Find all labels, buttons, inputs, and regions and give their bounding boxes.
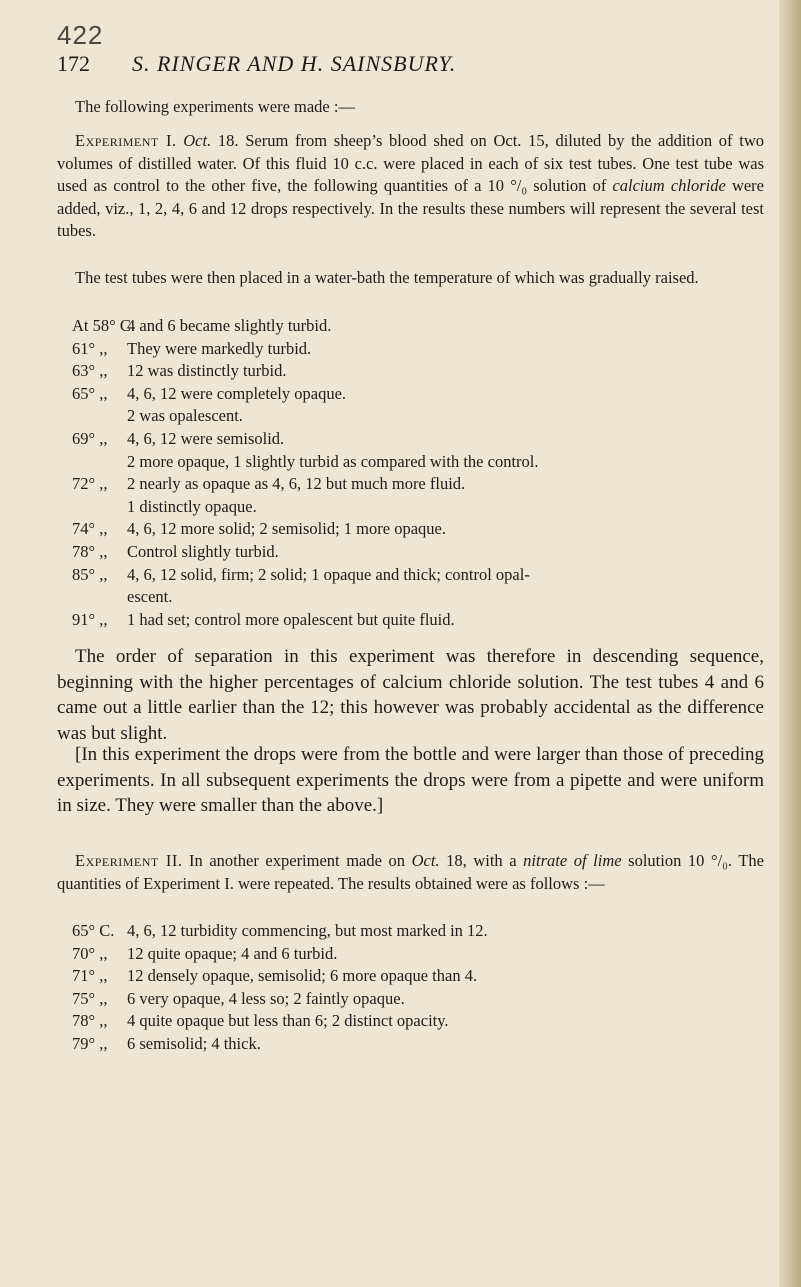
experiment-1-paragraph [57,130,764,243]
temperature [72,451,127,474]
result-row [72,586,772,609]
temperature: 70° ,, [72,943,108,963]
result-row [72,405,772,428]
temperature: 63° ,, [72,361,108,381]
authors: S. RINGER AND H. SAINSBURY. [132,51,457,76]
temperature: 69° ,, [72,428,108,448]
temperature [72,496,127,519]
experiment-2-results [72,920,772,1056]
observation: Control slightly turbid. [127,541,279,561]
running-head [57,51,757,77]
observation: 2 was opalescent. [127,406,243,426]
temperature: 75° ,, [72,988,108,1008]
experiment-2-paragraph [57,850,764,895]
experiment-1-waterbath: The test tubes were then placed in a water-bath the temperature of which was gradually raised. [75,268,699,287]
result-row [72,1010,772,1033]
temperature [72,586,127,609]
temperature: 85° ,, [72,564,108,584]
observation: 4, 6, 12 were semisolid. [127,428,285,448]
result-row [72,473,772,496]
temperature [72,405,127,428]
result-row [72,920,772,943]
temperature: 71° ,, [72,966,108,986]
experiment-1-substance: calcium chloride [612,176,726,196]
experiment-1-label: Experiment I. [75,131,177,150]
result-row [72,496,772,519]
observation: 2 more opaque, 1 slightly turbid as compared with the control. [127,451,539,471]
result-row [72,609,772,632]
experiment-2-label: Experiment II. [75,851,183,870]
result-row [72,451,772,474]
result-row [72,383,772,406]
temperature: 78° ,, [72,541,108,561]
result-row [72,428,772,451]
observation: 1 distinctly opaque. [127,496,257,516]
observation: 6 very opaque, 4 less so; 2 faintly opaque. [127,988,405,1008]
result-row [72,988,772,1011]
observation: escent. [127,587,173,607]
page-edge-shadow [779,0,801,1287]
experiment-1-date: Oct. [183,131,212,150]
observation: 4 quite opaque but less than 6; 2 distinct opacity. [127,1011,449,1031]
temperature: 65° ,, [72,383,108,403]
observation: 4, 6, 12 solid, firm; 2 solid; 1 opaque and thick; control opal- [127,564,530,584]
result-row [72,943,772,966]
observation: 4, 6, 12 were completely opaque. [127,383,347,403]
observation: 1 had set; control more opalescent but quite fluid. [127,609,455,629]
result-row [72,360,772,383]
intro-line: The following experiments were made :— [75,97,355,116]
experiment-2-text-after: solution 10 °/₀. The quantities of Experiment I. were repeated. The results obtained were as follows :— [57,851,764,893]
page-number: 172 [57,51,90,76]
observation: 4, 6, 12 more solid; 2 semisolid; 1 more opaque. [127,519,446,539]
experiment-1-bracket-note: [In this experiment the drops were from the bottle and were larger than those of preceding experiments. In all subsequent experiments the drops were from a pipette and were uniform in size. They were smaller than the above.] [57,744,764,816]
experiment-2-text-mid: 18, with a [439,851,524,870]
temperature: 91° ,, [72,609,108,629]
observation: 4, 6, 12 turbidity commencing, but most marked in 12. [127,921,488,940]
experiment-2-date: Oct. [411,851,440,870]
result-row [72,1033,772,1056]
result-row [72,518,772,541]
temperature: At 58° C. [72,316,135,335]
result-row [72,541,772,564]
result-row [72,965,772,988]
experiment-1-text-after: were added, viz., 1, 2, 4, 6 and 12 drops respectively. In the results these numbers will represent the several test tubes. [57,176,765,241]
observation: 4 and 6 became slightly turbid. [127,316,332,335]
observation: 6 semisolid; 4 thick. [127,1033,261,1053]
observation: 12 quite opaque; 4 and 6 turbid. [127,943,338,963]
observation: 2 nearly as opaque as 4, 6, 12 but much more fluid. [127,474,466,494]
temperature: 72° ,, [72,474,108,494]
temperature: 78° ,, [72,1011,108,1031]
observation: 12 was distinctly turbid. [127,361,287,381]
temperature: 61° ,, [72,338,108,358]
temperature: 79° ,, [72,1033,108,1053]
experiment-1-results [72,315,772,631]
experiment-2-text: In another experiment made on [182,851,412,870]
observation: 12 densely opaque, semisolid; 6 more opaque than 4. [127,966,478,986]
experiment-1-conclusion: The order of separation in this experiment was therefore in descending sequence, beginning with the higher percentages of calcium chloride solution. The test tubes 4 and 6 came out a little earlier than the 12; this however was probably accidental as the difference was but slight. [57,646,764,744]
observation: They were markedly turbid. [127,338,312,358]
result-row [72,338,772,361]
temperature: 74° ,, [72,519,108,539]
stamped-page-number: 422 [57,20,104,50]
experiment-2-substance: nitrate of lime [523,851,622,870]
experiment-1-text: 18. Serum from sheep’s blood shed on Oct. 15, diluted by the addition of two volumes of distilled water. Of this fluid 10 c.c. were placed in each of six test tubes. One test tube was used as control to the other five, the following quantities of a 10 °/₀ solution of [57,131,764,196]
result-row [72,315,772,338]
result-row [72,564,772,587]
temperature: 65° C. [72,921,115,940]
